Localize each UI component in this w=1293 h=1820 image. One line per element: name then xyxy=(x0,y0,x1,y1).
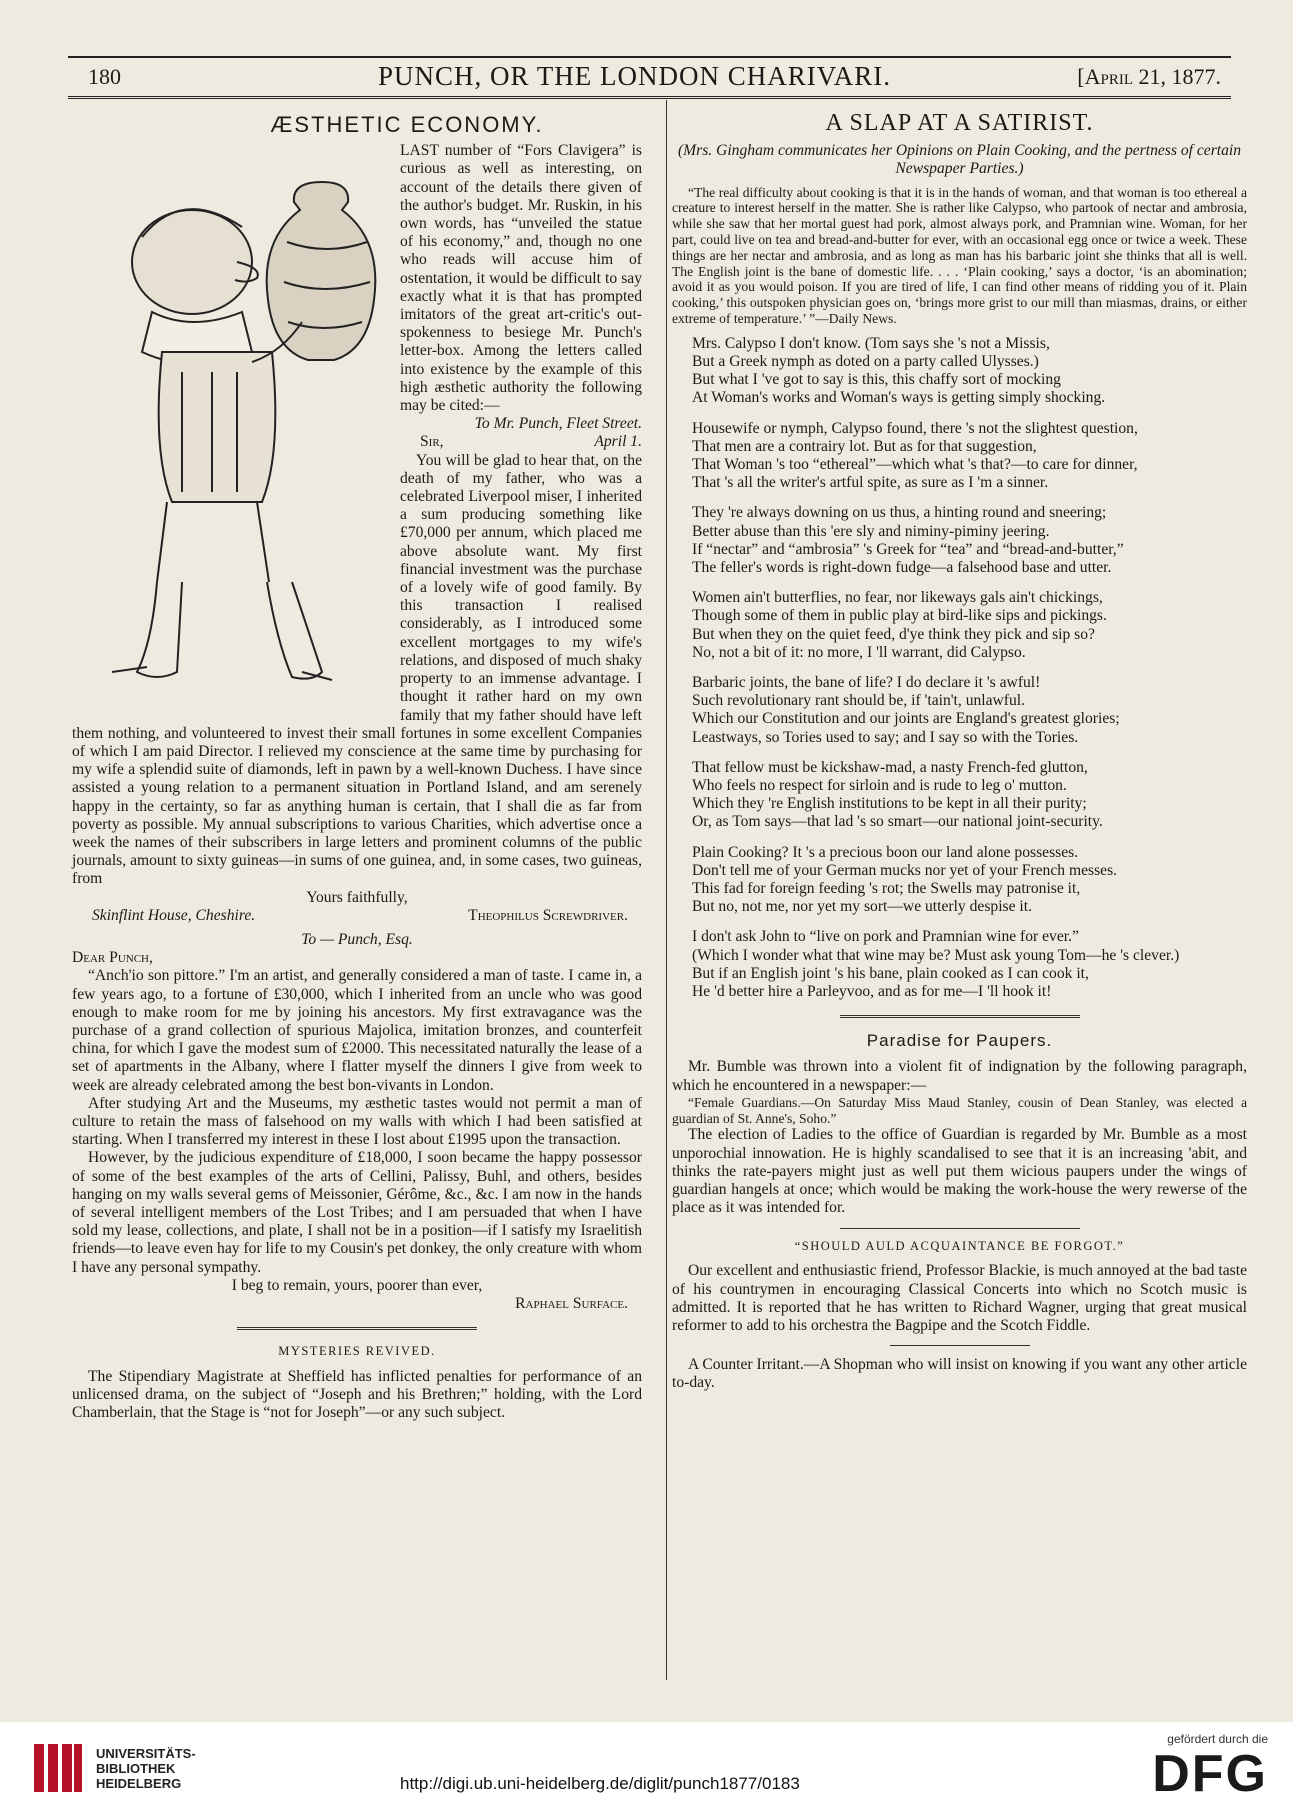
letter2-paragraph-1: “Anch'io son pittore.” I'm an artist, and generally considered a man of taste. I came in, a few years ago, to a fortune of £30,000, which I inherited from an uncle who was good enough to make room for me by joining his ancestors. My first extravagance was the purchase of a grand collection of spurious Majolica, imitation bronzes, and counterfeit china, for which I gave the modest sum of £2000. This necessitated naturally the lease of a set of apartments in the Albany, where I flatter myself the dinners I give from week to week are already celebrated among the best bon-vivants in London. xyxy=(72,967,642,1094)
article-heading-slap: A SLAP AT A SATIRIST. xyxy=(825,110,1094,136)
right-column xyxy=(672,110,1247,1393)
poem-line: Plain Cooking? It 's a precious boon our land alone possesses. xyxy=(692,843,1079,861)
slap-subheading: (Mrs. Gingham communicates her Opinions on Plain Cooking, and the pertness of certain Newspaper Parties.) xyxy=(677,142,1242,178)
letter1-address: To Mr. Punch, Fleet Street. xyxy=(474,415,642,433)
poem-line: No, not a bit of it: no more, I 'll warrant, did Calypso. xyxy=(692,643,1026,661)
poem-stanza xyxy=(672,420,1247,493)
poem-line: Which they 're English institutions to be kept in all their purity; xyxy=(692,795,1087,813)
poem-line: That men are a contrairy lot. But as for that suggestion, xyxy=(692,437,1037,455)
paradise-heading: Paradise for Paupers. xyxy=(866,1031,1053,1051)
poem-stanza xyxy=(672,844,1247,917)
dfg-logo: DFG xyxy=(1152,1745,1268,1803)
poem-line: (Which I wonder what that wine may be? Must ask young Tom—he 's clever.) xyxy=(692,946,1180,964)
letter1-date: April 1. xyxy=(594,433,642,451)
letter1-signature-line xyxy=(72,907,642,925)
poem-stanza xyxy=(672,589,1247,662)
permalink-url[interactable]: http://digi.ub.uni-heidelberg.de/diglit/punch1877/0183 xyxy=(400,1774,800,1793)
section-rule xyxy=(840,1228,1080,1229)
poem-line: At Woman's works and Woman's ways is getting simply shocking. xyxy=(692,389,1106,407)
letter2-signature: Raphael Surface. xyxy=(515,1295,628,1312)
section-rule xyxy=(890,1345,1030,1346)
letter1-place: Skinflint House, Cheshire. xyxy=(92,906,256,924)
poem-line: I don't ask John to “live on pork and Pramnian wine for ever.” xyxy=(692,928,1079,946)
paradise-paragraph-2: The election of Ladies to the office of Guardian is regarded by Mr. Bumble as a most unporochial innowation. He is highly scandalised to see that it is an increasing 'abit, and thinks the rate-payers might just as well put them wicious paupers under the wings of guardian hangels at once; which would be making the work-house the wery rewerse of the place as it was intended for. xyxy=(672,1126,1247,1217)
paradise-paragraph-1: Mr. Bumble was thrown into a violent fit of indignation by the following paragraph, which he encountered in a newspaper:— xyxy=(672,1058,1247,1094)
poem-line: Or, as Tom says—that lad 's so smart—our national joint-security. xyxy=(692,813,1103,831)
letter1-signature: Theophilus Screwdriver. xyxy=(468,906,628,924)
masthead-title: PUNCH, OR THE LONDON CHARIVARI. xyxy=(378,61,892,91)
issue-date: [April 21, 1877. xyxy=(1077,64,1221,89)
funded-by-label: gefördert durch die xyxy=(1167,1732,1268,1746)
poem-line: That Woman 's too “ethereal”—which what 's that?—to care for dinner, xyxy=(692,456,1138,473)
letter2-salutation: Dear Punch, xyxy=(72,949,153,967)
poem-stanza xyxy=(672,335,1247,408)
column-divider xyxy=(666,100,667,1680)
poem-line: This fad for foreign feeding 's rot; the Swells may patronise it, xyxy=(692,880,1081,898)
mysteries-heading: MYSTERIES REVIVED. xyxy=(278,1344,436,1359)
library-name-line: UNIVERSITÄTS- xyxy=(96,1745,196,1761)
page-number: 180 xyxy=(88,64,121,89)
mysteries-body: The Stipendiary Magistrate at Sheffield has inflicted penalties for performance of an unlicensed drama, on the subject of “Joseph and his Brethren;” holding, with the Lord Chamberlain, that the Stage is “not for Joseph”—or any such subject. xyxy=(72,1368,642,1422)
auld-acquaintance-body: Our excellent and enthusiastic friend, Professor Blackie, is much annoyed at the bad taste of his countrymen in encouraging Classical Concerts into which no Scotch music is admitted. It is reported that he has written to Richard Wagner, urging that great musical reformer to add to his orchestra the Bagpipe and the Scotch Fiddle. xyxy=(672,1262,1247,1334)
poem xyxy=(672,335,1247,1002)
poem-line: Barbaric joints, the bane of life? I do declare it 's awful! xyxy=(692,674,1041,692)
poem-line: But if an English joint 's his bane, plain cooked as I can cook it, xyxy=(692,964,1089,982)
left-column xyxy=(72,110,642,1423)
poem-line: But when they on the quiet feed, d'ye think they pick and sip so? xyxy=(692,625,1095,643)
letter1-salutation: Sir, xyxy=(420,433,444,451)
poem-line: But what I 've got to say is this, this chaffy sort of mocking xyxy=(692,371,1061,389)
library-logo-block[interactable] xyxy=(30,1740,196,1796)
poem-line: Housewife or nymph, Calypso found, there 's not the slightest question, xyxy=(692,419,1138,437)
poem-line: That 's all the writer's artful spite, as sure as I 'm a sinner. xyxy=(692,474,1049,492)
poem-stanza xyxy=(672,674,1247,747)
poem-line: Which our Constitution and our joints are England's greatest glories; xyxy=(692,710,1120,728)
letter2-address: To — Punch, Esq. xyxy=(301,930,413,948)
letter2-paragraph-2: After studying Art and the Museums, my æsthetic tastes would not permit a man of culture to retain the mass of falsehood on my walls with which I had been satisfied at starting. When I transferred my interest in these I lost about £1995 upon the transaction. xyxy=(72,1094,642,1149)
letter1-body: You will be glad to hear that, on the death of my father, who was a celebrated Liverpool miser, I inherited a sum producing something like £70,000 per annum, which placed me above absolute want. My first financial investment was the purchase of a lovely wife of good family. By this transaction I realised considerably, as I introduced some excellent mortgages to my wife's relations, and disposed of much shaky property to an immense advantage. I thought it rather hard on my own family that my father should have left them nothing, and volunteered to invest their small fortunes in some excellent Companies of which I am paid Director. I relieved my conscience at the same time by purchasing for my wife a splendid suite of diamonds, left in pawn by a well-known Duchess. I have since assisted a young relation to a permanent situation in Portland Island, and am serenely happy in the certainty, so far as anything human is certain, that I shall die as far from poverty as possible. My annual subscriptions to various Charities, which advertise once a week the names of their subscribers in large letters and prominent columns of the public journals, amount to sixty guineas—in sums of one guinea, and, in some cases, two guineas, from xyxy=(72,451,642,888)
caricature-illustration xyxy=(72,142,390,712)
letter1-close: Yours faithfully, xyxy=(306,888,408,906)
page-header xyxy=(68,56,1231,99)
library-name-line: HEIDELBERG xyxy=(96,1775,182,1791)
poem-line: The feller's words is right-down fudge—a falsehood base and utter. xyxy=(692,559,1112,577)
article-heading-aesthetic-economy: ÆSTHETIC ECONOMY. xyxy=(270,112,544,137)
poem-stanza xyxy=(672,759,1247,832)
poem-line: If “nectar” and “ambrosia” 's Greek for “tea” and “bread-and-butter,” xyxy=(692,540,1124,558)
poem-line: Better abuse than this 'ere sly and niminy-piminy jeering. xyxy=(692,522,1050,540)
poem-line: That fellow must be kickshaw-mad, a nasty French-fed glutton, xyxy=(692,758,1088,776)
library-name xyxy=(96,1746,196,1791)
section-rule xyxy=(840,1015,1080,1018)
university-library-icon xyxy=(30,1740,86,1796)
poem-line: Though some of them in public play at bird-like sips and pickings. xyxy=(692,607,1107,625)
poem-line: Such revolutionary rant should be, if 'tain't, unlawful. xyxy=(692,692,1026,710)
poem-stanza xyxy=(672,928,1247,1001)
section-rule xyxy=(237,1327,477,1330)
letter1-salutation-line xyxy=(400,433,642,451)
dfg-credit[interactable] xyxy=(1152,1732,1268,1802)
poem-line: Leastways, so Tories used to say; and I say so with the Tories. xyxy=(692,728,1079,746)
poem-line: But a Greek nymph as doted on a party called Ulysses.) xyxy=(692,352,1039,370)
auld-acquaintance-heading: “SHOULD AULD ACQUAINTANCE BE FORGOT.” xyxy=(794,1238,1125,1253)
poem-line: Don't tell me of your German mucks nor yet of your French messes. xyxy=(692,861,1118,879)
poem-line: He 'd better hire a Parleyvoo, and as for me—I 'll hook it! xyxy=(692,983,1052,1001)
daily-news-quote: “The real difficulty about cooking is that it is in the hands of woman, and that woman is too ethereal a creature to interest herself in the matter. She is rather like Calypso, who partook of nectar and ambrosia, while she saw that her mortal guest had pork, almost always pork, and Pramnian wine. Woman, for her part, could live on tea and bread-and-butter for ever, with an occasional egg once or twice a week. These things are her nectar and ambrosia, and as long as man has his barbaric joint she thinks that all is well. The English joint is the bane of domestic life. . . . ‘Plain cooking,’ says a doctor, ‘is an abomination; avoid it as you would poison. If you are tired of life, I can find other means of ridding you of it. Plain cooking,’ this outspoken physician goes on, ‘brings more grist to our mill than miasmas, drains, or either extreme of temperature.’ ”—Daily News. xyxy=(672,184,1247,326)
poem-line: Mrs. Calypso I don't know. (Tom says she 's not a Missis, xyxy=(692,334,1050,352)
library-name-line: BIBLIOTHEK xyxy=(96,1760,176,1776)
digitization-footer xyxy=(0,1722,1293,1820)
letter2-paragraph-3: However, by the judicious expenditure of £18,000, I soon became the happy possessor of some of the best examples of the arts of Cellini, Palissy, Buhl, and others, besides hanging on my walls several gems of Meissonier, Gérôme, &c., &c. I am now in the hands of several intelligent members of the Lost Tribes; and I am persuaded that when I have sold my lease, collections, and plate, I shall not be in a position—if I satisfy my Israelitish friends—to leave even hay for life to my Cousin's pet donkey, the only creature with whom I have any personal sympathy. xyxy=(72,1149,642,1276)
poem-line: Who feels no respect for sirloin and is rude to leg o' mutton. xyxy=(692,777,1067,795)
poem-stanza xyxy=(672,504,1247,577)
poem-line: Women ain't butterflies, no fear, nor likeways gals ain't chickings, xyxy=(692,589,1103,607)
paradise-quote: “Female Guardians.—On Saturday Miss Maud Stanley, cousin of Dean Stanley, was elected a guardian of St. Anne's, Soho.” xyxy=(672,1094,1247,1126)
poem-line: They 're always downing on us thus, a hinting round and sneering; xyxy=(692,504,1107,522)
letter2-close: I beg to remain, yours, poorer than ever, xyxy=(231,1276,483,1294)
aesthetic-intro: LAST number of “Fors Clavigera” is curious as well as interesting, on account of the details there given of the author's budget. Mr. Ruskin, in his own words, has “unveiled the statue of his economy,” and, though no one who reads will accuse him of ostentation, it would be difficult to say exactly what it is that has prompted imitators of the great art-critic's out-spokenness to besiege Mr. Punch's letter-box. Among the letters called into existence by the example of this high æsthetic authority the following may be cited:— xyxy=(400,142,642,415)
poem-line: But no, not me, nor yet my sort—we utterly despise it. xyxy=(692,898,1032,916)
counter-irritant: A Counter Irritant.—A Shopman who will insist on knowing if you want any other article to-day. xyxy=(672,1356,1247,1392)
